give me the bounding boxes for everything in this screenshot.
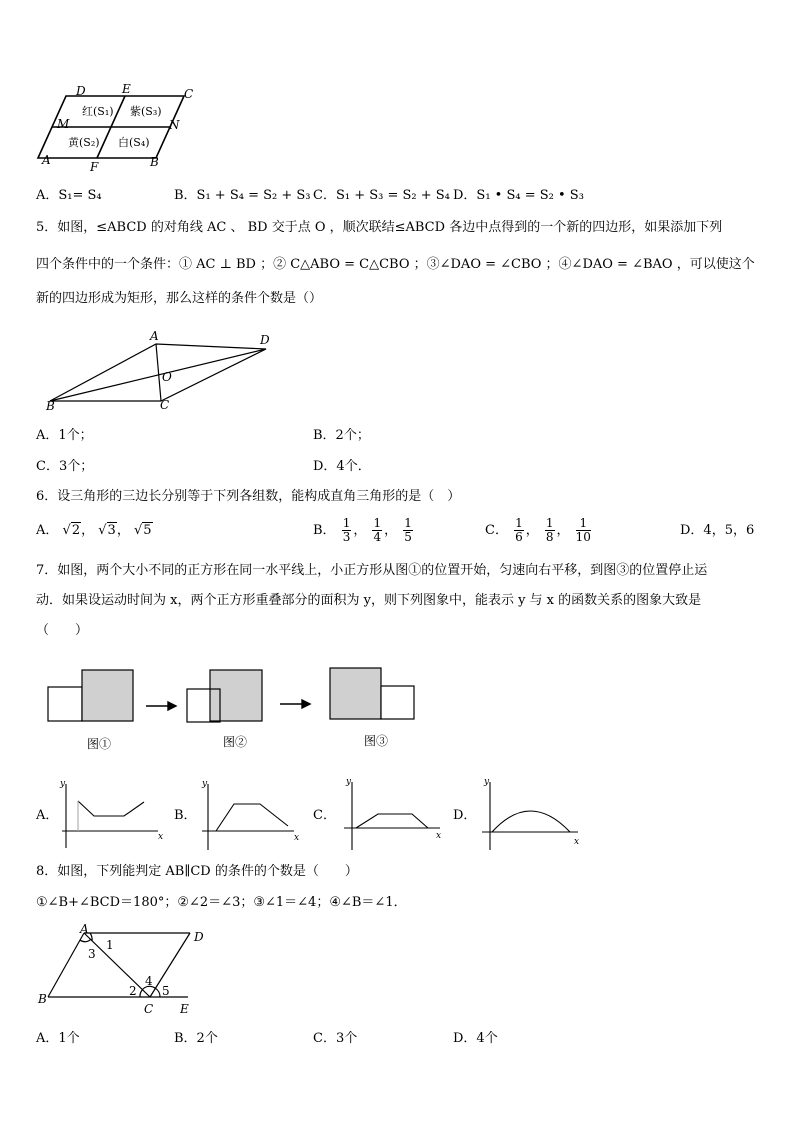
q7-fig3-label: 图③: [364, 734, 389, 748]
q5-option-a[interactable]: A．1个；: [36, 428, 93, 443]
q6-a-sqrt2: √3: [98, 523, 116, 538]
q5-figure: [44, 330, 284, 415]
q7-option-b[interactable]: B．: [174, 808, 197, 823]
q7-option-c[interactable]: C．: [313, 808, 336, 823]
q7-squares-figure: [40, 660, 430, 760]
q7-fig1: [48, 670, 133, 721]
q6-b-frac3: $\frac{1}{5}$: [404, 516, 412, 544]
q8-label-D: D: [194, 930, 204, 944]
q6-option-d[interactable]: D．4，5，6: [680, 523, 755, 538]
q4-option-b[interactable]: B．S₁ + S₄ = S₂ + S₃: [174, 188, 311, 203]
q8-stem: 8．如图，下列能判定 AB∥CD 的条件的个数是（ ）: [36, 864, 358, 879]
q6-option-b[interactable]: B． $\frac{1}{3}$ ， $\frac{1}{4}$ ， $\frac{1}{5}$: [313, 516, 412, 544]
q7-fig2: [187, 670, 262, 722]
q6-a-label: A．: [36, 523, 59, 538]
q5-option-c[interactable]: C．3个；: [36, 459, 94, 474]
q6-b-frac1: $\frac{1}{3}$: [342, 516, 351, 544]
q4-label-F: F: [90, 160, 99, 174]
q8-option-b[interactable]: B．2个: [174, 1031, 218, 1046]
q6-c-frac3: $\frac{1}{10}$: [575, 516, 591, 544]
q4-label-D: D: [76, 84, 86, 98]
q8-angle-4: 4: [145, 974, 153, 988]
q5-label-O: O: [162, 370, 172, 384]
q5-stem-line2: 四个条件中的一个条件：① AC ⊥ BD ；② C△ABO = C△CBO ；③∠DAO = ∠CBO ；④∠DAO = ∠BAO ，可以使这个: [36, 257, 755, 272]
q4-option-c[interactable]: C．S₁ + S₃ = S₂ + S₄: [313, 188, 450, 203]
q8-label-E: E: [180, 1002, 189, 1016]
q7-stem-line2: 动．如果设运动时间为 x，两个正方形重叠部分的面积为 y，则下列图象中，能表示 y 与 x 的函数关系的图象大致是: [36, 593, 702, 608]
q7-graph-c[interactable]: [338, 776, 448, 854]
q4-label-A: A: [42, 153, 51, 167]
q8-conditions: ①∠B+∠BCD＝180°；②∠2＝∠3；③∠1＝∠4；④∠B＝∠1．: [36, 895, 407, 910]
q4-label-N: N: [169, 118, 180, 132]
q5-stem-line1: 5．如图，≤ABCD 的对角线 AC 、 BD 交于点 O ，顺次联结≤ABCD 各边中点得到的一个新的四边形，如果添加下列: [36, 220, 723, 235]
q7-graph-d[interactable]: [478, 776, 588, 854]
q4-region-s2: 黄(S₂): [68, 136, 100, 149]
q5-option-b[interactable]: B．2个；: [313, 428, 370, 443]
q7-graph-b[interactable]: [198, 776, 308, 854]
q7-graph-b-y: y: [202, 779, 208, 789]
q4-region-s1: 红(S₁): [82, 105, 114, 118]
q7-graph-c-y: y: [346, 777, 352, 787]
q7-graph-c-x: x: [436, 831, 442, 841]
q6-option-a[interactable]: A． √2， √3， √5: [36, 523, 152, 538]
q4-label-M: M: [57, 117, 70, 131]
q7-graph-a-y: y: [60, 779, 66, 789]
q4-region-s3: 紫(S₃): [130, 105, 162, 118]
q7-fig2-label: 图②: [223, 735, 248, 749]
q8-option-a[interactable]: A．1个: [36, 1031, 80, 1046]
q5-option-d[interactable]: D．4个．: [313, 459, 371, 474]
q7-fig1-label: 图①: [87, 737, 112, 751]
q8-angle-1: 1: [106, 938, 114, 952]
q7-graph-d-y: y: [484, 777, 490, 787]
q8-angle-5: 5: [162, 984, 170, 998]
q8-angle-3: 3: [88, 947, 96, 961]
q7-graph-a[interactable]: [58, 776, 168, 854]
q4-label-E: E: [122, 82, 131, 96]
q8-label-A: A: [80, 922, 89, 936]
q6-b-frac2: $\frac{1}{4}$: [373, 516, 382, 544]
q7-stem-line1: 7．如图，两个大小不同的正方形在同一水平线上，小正方形从图①的位置开始，匀速向右平移，到图③的位置停止运: [36, 563, 708, 578]
q8-label-C: C: [144, 1002, 154, 1016]
q7-arrow2: [280, 700, 310, 708]
q8-figure: [36, 922, 216, 1020]
q5-label-A: A: [150, 329, 159, 343]
q4-figure: [38, 82, 208, 172]
q6-a-sqrt1: √2: [62, 523, 81, 538]
q4-label-C: C: [184, 87, 194, 101]
q6-c-label: C．: [485, 523, 508, 538]
q4-option-a[interactable]: A．S₁= S₄: [36, 188, 102, 203]
q5-label-D: D: [260, 333, 270, 347]
q6-c-frac2: $\frac{1}{8}$: [545, 516, 554, 544]
q7-arrow1: [146, 702, 176, 710]
q6-a-sqrt3: √5: [133, 523, 152, 538]
q4-label-B: B: [150, 155, 159, 169]
q6-stem: 6．设三角形的三边长分别等于下列各组数，能构成直角三角形的是（ ）: [36, 489, 461, 504]
q8-option-d[interactable]: D．4个: [453, 1031, 498, 1046]
q5-label-B: B: [46, 399, 55, 413]
q7-option-a[interactable]: A．: [36, 808, 59, 823]
q8-angle-2: 2: [129, 984, 137, 998]
q7-graph-d-x: x: [574, 837, 580, 847]
q7-option-d[interactable]: D．: [453, 808, 477, 823]
q6-b-label: B．: [313, 523, 336, 538]
q7-stem-line3: （ ）: [36, 623, 89, 638]
q7-fig3: [330, 668, 414, 719]
q6-option-c[interactable]: C． $\frac{1}{6}$ ， $\frac{1}{8}$ ， $\frac{1}{10}$: [485, 516, 591, 544]
q8-option-c[interactable]: C．3个: [313, 1031, 358, 1046]
q8-label-B: B: [38, 992, 47, 1006]
q7-graph-b-x: x: [294, 833, 300, 843]
q5-label-C: C: [160, 398, 170, 412]
q4-region-s4: 白(S₄): [118, 136, 150, 149]
q5-stem-line3: 新的四边形成为矩形，那么这样的条件个数是（）: [36, 291, 323, 306]
q4-option-d[interactable]: D．S₁ • S₄ = S₂ • S₃: [453, 188, 584, 203]
q6-c-frac1: $\frac{1}{6}$: [515, 516, 523, 544]
q7-graph-a-x: x: [158, 832, 164, 842]
